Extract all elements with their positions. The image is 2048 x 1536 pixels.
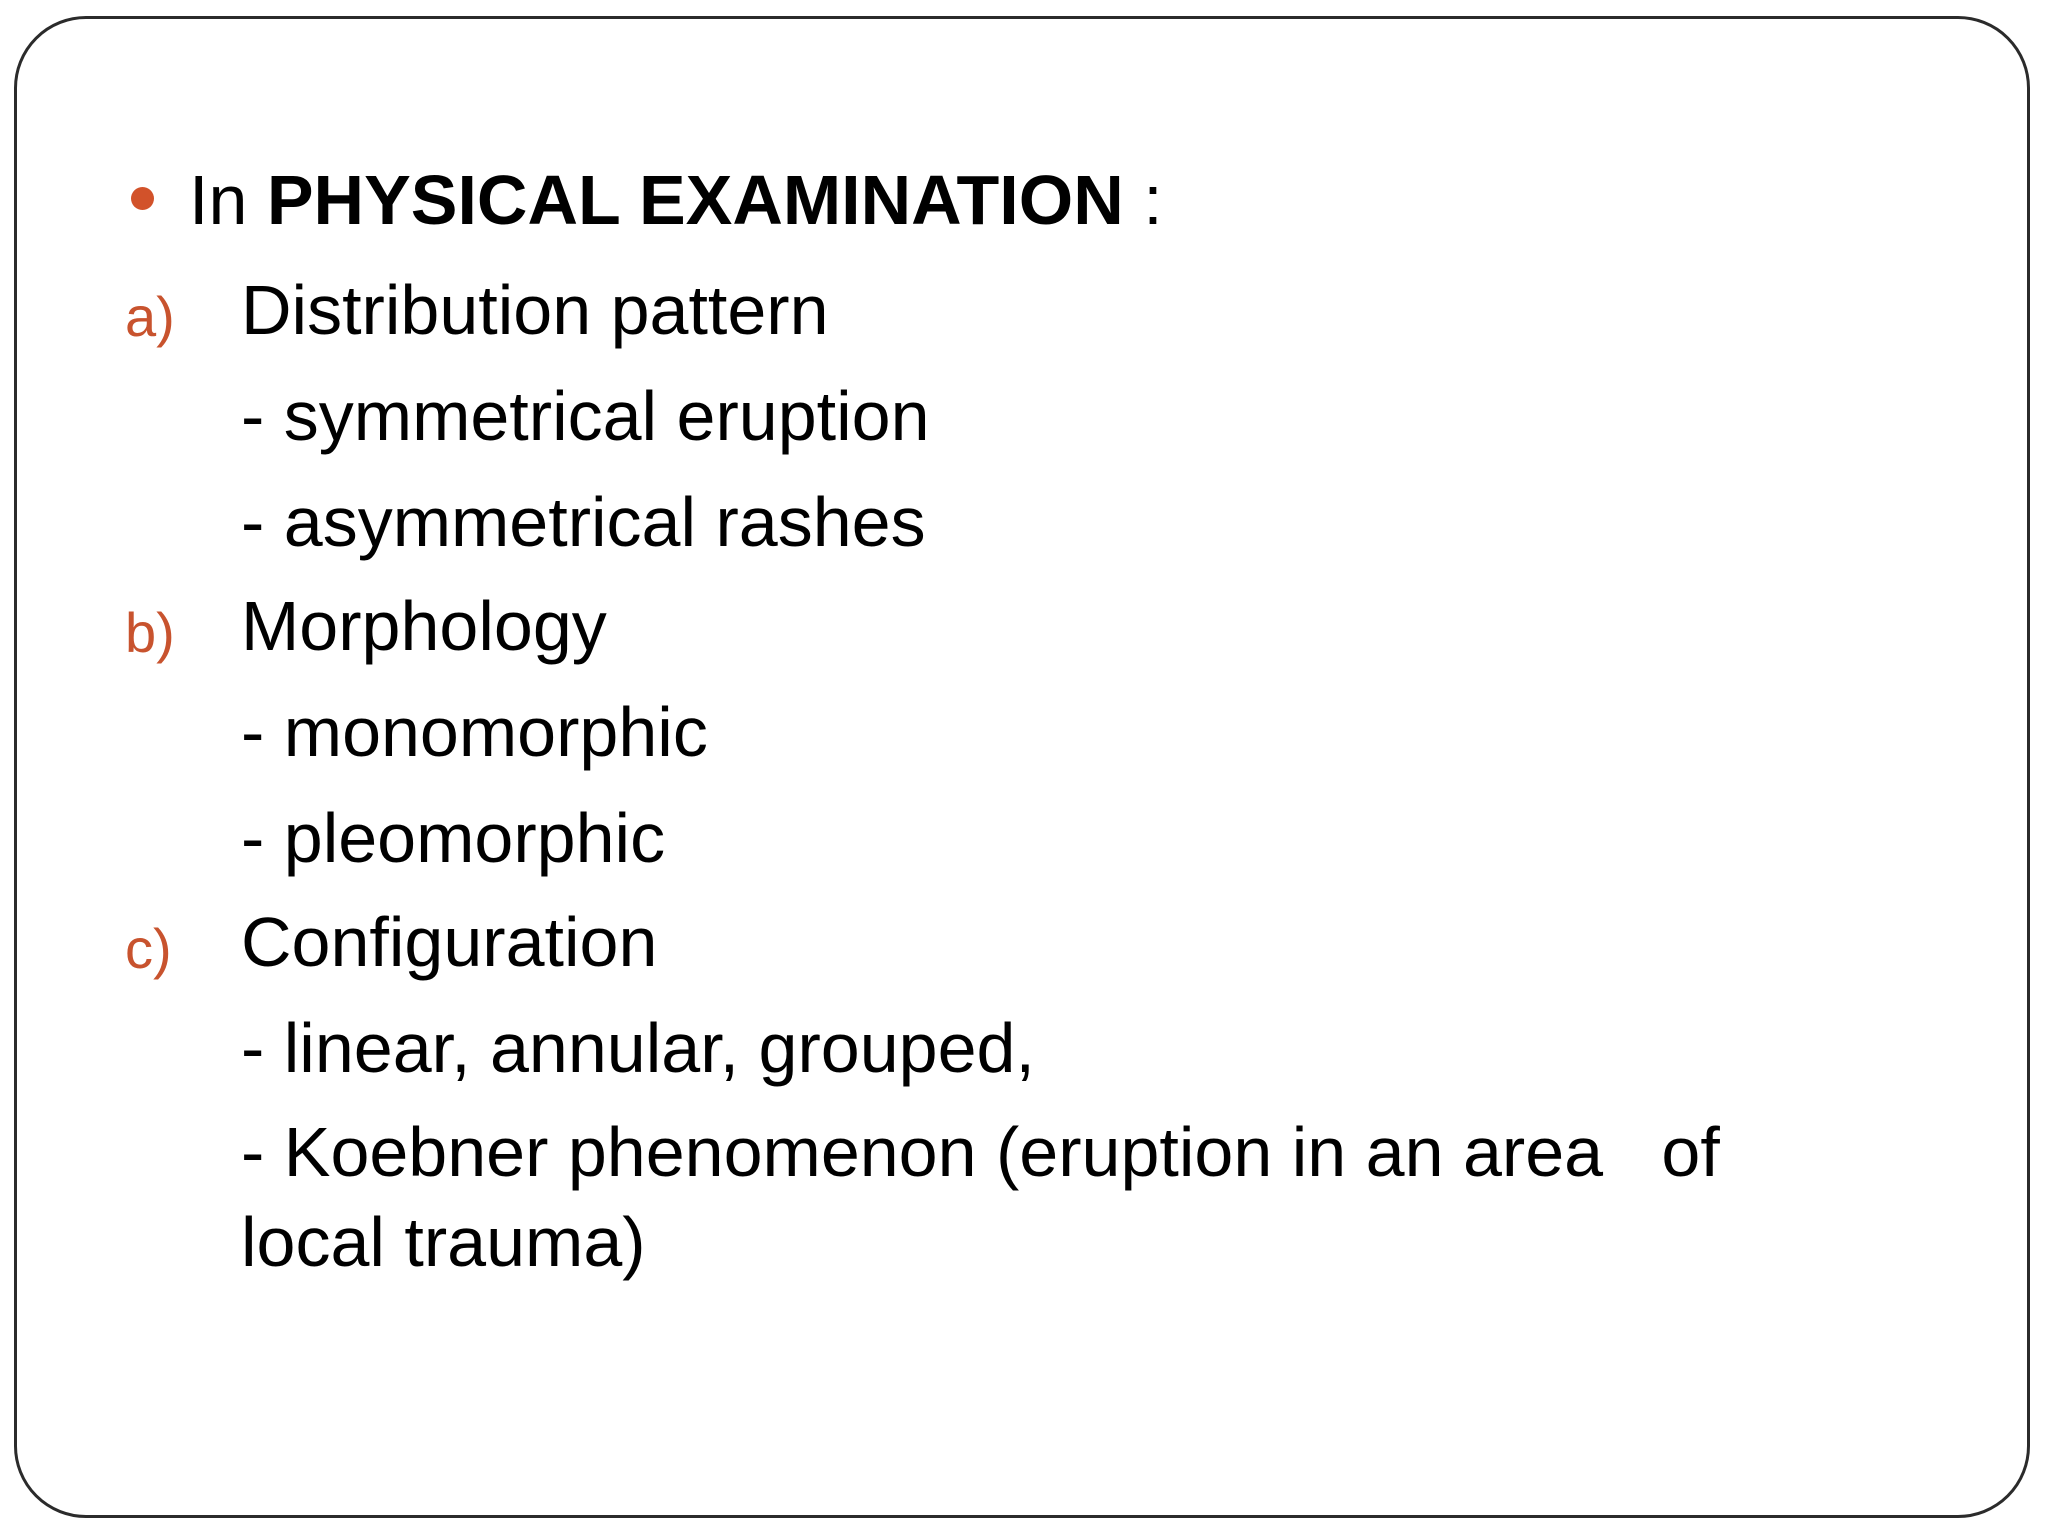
bullet-dot-icon [131,187,154,210]
item-marker-a: a) [125,285,175,348]
sub-item-monomorphic: - monomorphic [241,693,708,771]
item-marker-b: b) [125,601,175,664]
sub-item-pleomorphic: - pleomorphic [241,799,666,877]
slide-frame [14,16,2030,1518]
item-heading-distribution: Distribution pattern [241,271,829,349]
title-prefix: In [189,161,267,239]
sub-item-koebner: - Koebner phenomenon (eruption in an area of [241,1113,1720,1191]
sub-item-symmetrical: - symmetrical eruption [241,377,930,455]
item-heading-morphology: Morphology [241,587,607,665]
slide-title [189,161,1163,239]
title-suffix: : [1123,161,1163,239]
sub-item-asymmetrical: - asymmetrical rashes [241,483,926,561]
sub-item-linear: - linear, annular, grouped, [241,1009,1035,1087]
title-bold: PHYSICAL EXAMINATION [266,161,1124,239]
item-marker-c: c) [125,917,172,980]
slide-content [17,19,2027,1515]
sub-item-koebner-cont: local trauma) [241,1203,646,1281]
item-heading-configuration: Configuration [241,903,658,981]
